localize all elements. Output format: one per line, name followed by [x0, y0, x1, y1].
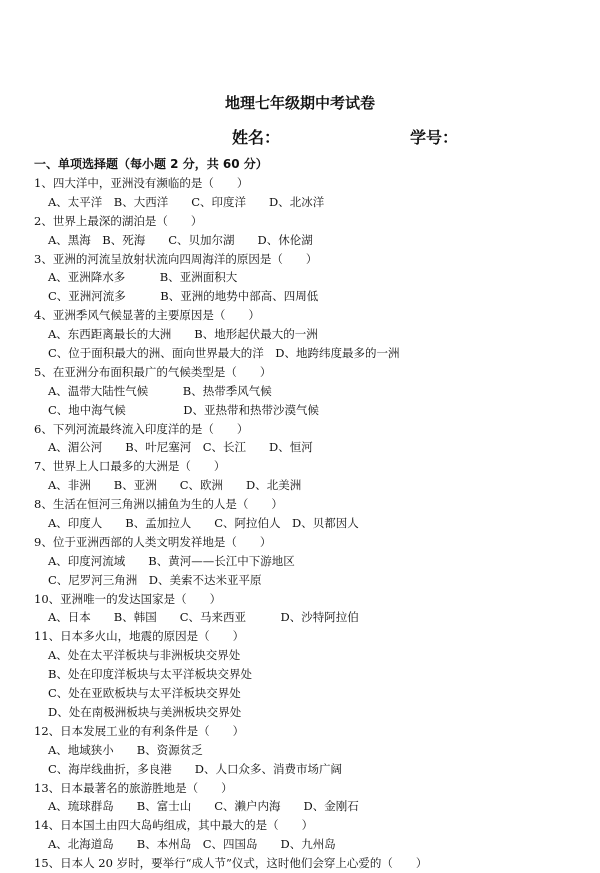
question-option-line: A、地域狭小 B、资源贫乏 [48, 742, 203, 757]
question-option-line: C、海岸线曲折，多良港 D、人口众多、消费市场广阔 [48, 761, 343, 776]
question-stem: 9、位于亚洲西部的人类文明发祥地是（ ） [34, 534, 272, 549]
question-option-line: A、日本 B、韩国 C、马来西亚 D、沙特阿拉伯 [48, 610, 359, 625]
question-option-line: C、地中海气候 D、亚热带和热带沙漠气候 [48, 402, 320, 417]
question-stem: 12、日本发展工业的有利条件是（ ） [34, 723, 245, 738]
question-stem: 8、生活在恒河三角洲以捕鱼为生的人是（ ） [34, 497, 283, 512]
question-option-line: A、黑海 B、死海 C、贝加尔湖 D、休伦湖 [48, 232, 313, 247]
question-option-line: C、位于面积最大的洲、面向世界最大的洋 D、地跨纬度最多的一洲 [48, 346, 400, 361]
question-stem: 1、四大洋中，亚洲没有濒临的是（ ） [34, 176, 249, 190]
question-option-line: A、处在太平洋板块与非洲板块交界处 [48, 648, 241, 663]
section-title: 一、单项选择题（每小题 2 分，共 60 分） [34, 157, 268, 171]
name-label: 姓名： [232, 128, 281, 147]
question-stem: 14、日本国土由四大岛屿组成，其中最大的是（ ） [34, 818, 314, 833]
question-option-line: C、亚洲河流多 B、亚洲的地势中部高、四周低 [48, 289, 319, 304]
question-option-line: C、尼罗河三角洲 D、美索不达米亚平原 [48, 572, 262, 587]
question-stem: 2、世界上最深的湖泊是（ ） [34, 213, 203, 228]
exam-title: 地理七年级期中考试卷 [224, 94, 375, 112]
question-stem: 15、日本人 20 岁时，要举行“成人节”仪式，这时他们会穿上心爱的（ ） [34, 856, 428, 871]
question-option-line: A、北海道岛 B、本州岛 C、四国岛 D、九州岛 [48, 837, 336, 852]
question-option-line: B、处在印度洋板块与太平洋板块交界处 [48, 667, 252, 682]
question-stem: 10、亚洲唯一的发达国家是（ ） [34, 591, 222, 606]
question-list [34, 174, 574, 873]
question-option-line: C、处在亚欧板块与太平洋板块交界处 [48, 686, 241, 701]
question-stem: 11、日本多火山，地震的原因是（ ） [34, 629, 245, 644]
question-option-line: A、温带大陆性气候 B、热带季风气候 [48, 383, 272, 398]
student-info-row [0, 125, 600, 147]
question-stem: 6、下列河流最终流入印度洋的是（ ） [34, 421, 249, 436]
student-id-label: 学号： [410, 128, 459, 147]
question-stem: 4、亚洲季风气候显著的主要原因是（ ） [34, 308, 260, 323]
question-option-line: A、湄公河 B、叶尼塞河 C、长江 D、恒河 [48, 440, 313, 455]
question-option-line: A、太平洋 B、大西洋 C、印度洋 D、北冰洋 [48, 194, 325, 209]
question-option-line: A、亚洲降水多 B、亚洲面积大 [48, 270, 238, 285]
question-option-line: A、印度河流域 B、黄河——长江中下游地区 [48, 553, 295, 568]
question-option-line: D、处在南极洲板块与美洲板块交界处 [48, 704, 242, 719]
question-stem: 13、日本最著名的旅游胜地是（ ） [34, 780, 233, 795]
question-option-line: A、非洲 B、亚洲 C、欧洲 D、北美洲 [48, 478, 302, 493]
question-stem: 5、在亚洲分布面积最广的气候类型是（ ） [34, 364, 272, 379]
question-stem: 7、世界上人口最多的大洲是（ ） [34, 459, 226, 474]
question-option-line: A、印度人 B、孟加拉人 C、阿拉伯人 D、贝都因人 [48, 516, 359, 531]
question-option-line: A、琉球群岛 B、富士山 C、濑户内海 D、金刚石 [48, 799, 359, 814]
question-option-line: A、东西距离最长的大洲 B、地形起伏最大的一洲 [48, 327, 318, 342]
question-stem: 3、亚洲的河流呈放射状流向四周海洋的原因是（ ） [34, 251, 318, 266]
